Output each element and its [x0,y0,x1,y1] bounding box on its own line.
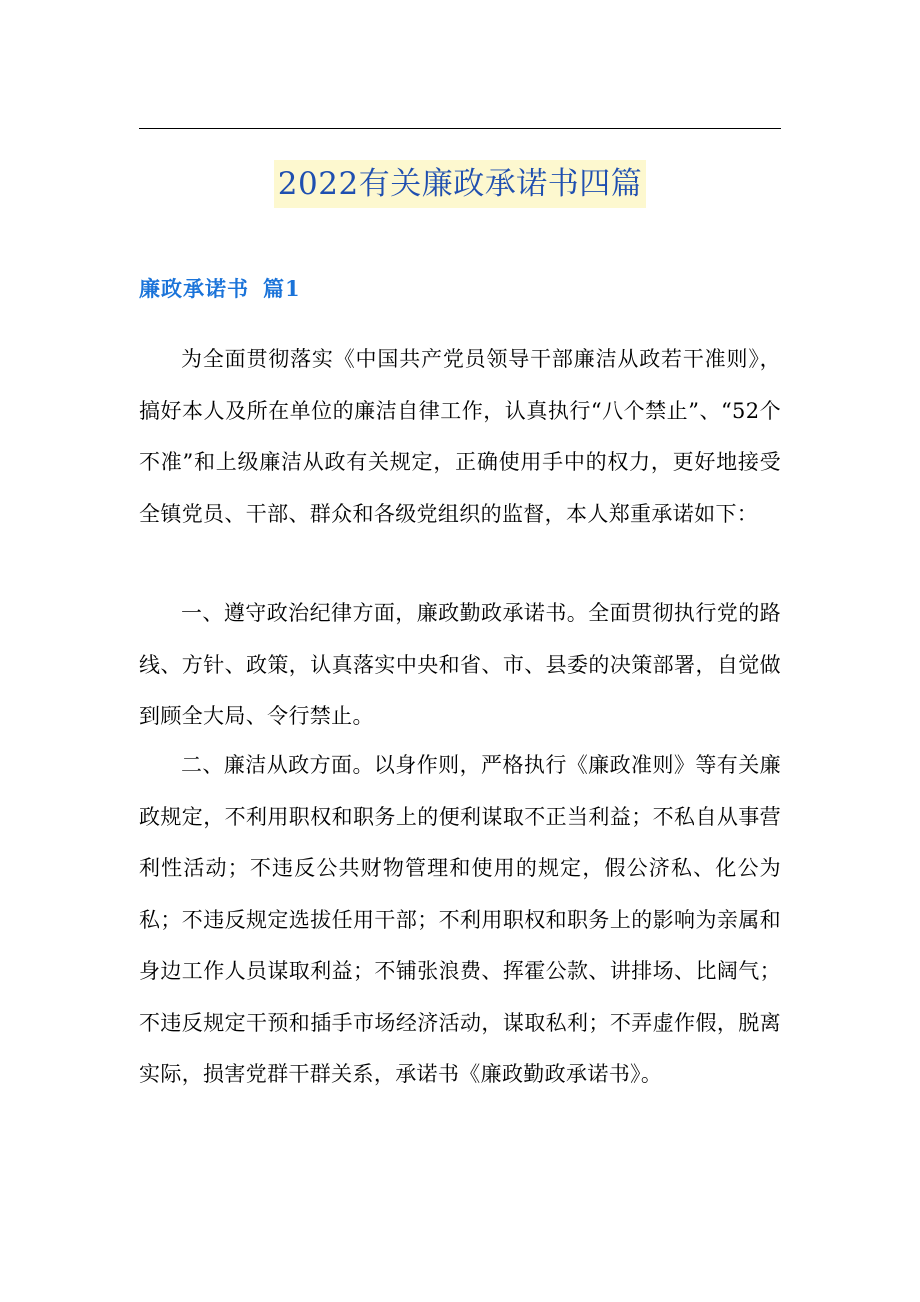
section-heading-number: 篇1 [263,276,301,301]
title-container [0,160,920,208]
paragraph-political-discipline: 一、遵守政治纪律方面，廉政勤政承诺书。全面贯彻执行党的路线、方针、政策，认真落实中央和省、市、县委的决策部署，自觉做到顾全大局、令行禁止。 [139,601,781,728]
paragraph-2-block [139,588,781,743]
paragraph-intro: 为全面贯彻落实《中国共产党员领导干部廉洁从政若干准则》，搞好本人及所在单位的廉洁自律工作，认真执行“八个禁止”、“52个不准”和上级廉洁从政有关规定，正确使用手中的权力，更好地接受全镇党员、干部、群众和各级党组织的监督，本人郑重承诺如下： [139,347,781,526]
document-title: 2022有关廉政承诺书四篇 [274,160,646,208]
paragraph-1-block [139,334,781,540]
header-rule [139,128,781,129]
section-heading [139,272,301,306]
paragraph-clean-governance: 二、廉洁从政方面。以身作则，严格执行《廉政准则》等有关廉政规定，不利用职权和职务上的便利谋取不正当利益；不私自从事营利性活动；不违反公共财物管理和使用的规定，假公济私、化公为私；不违反规定选拔任用干部；不利用职权和职务上的影响为亲属和身边工作人员谋取利益；不铺张浪费、挥霍公款、讲排场、比阔气；不违反规定干预和插手市场经济活动，谋取私利；不弄虚作假，脱离实际，损害党群干群关系，承诺书《廉政勤政承诺书》。 [139,753,781,1086]
paragraph-3-block [139,740,781,1101]
section-heading-label: 廉政承诺书 [139,276,249,301]
